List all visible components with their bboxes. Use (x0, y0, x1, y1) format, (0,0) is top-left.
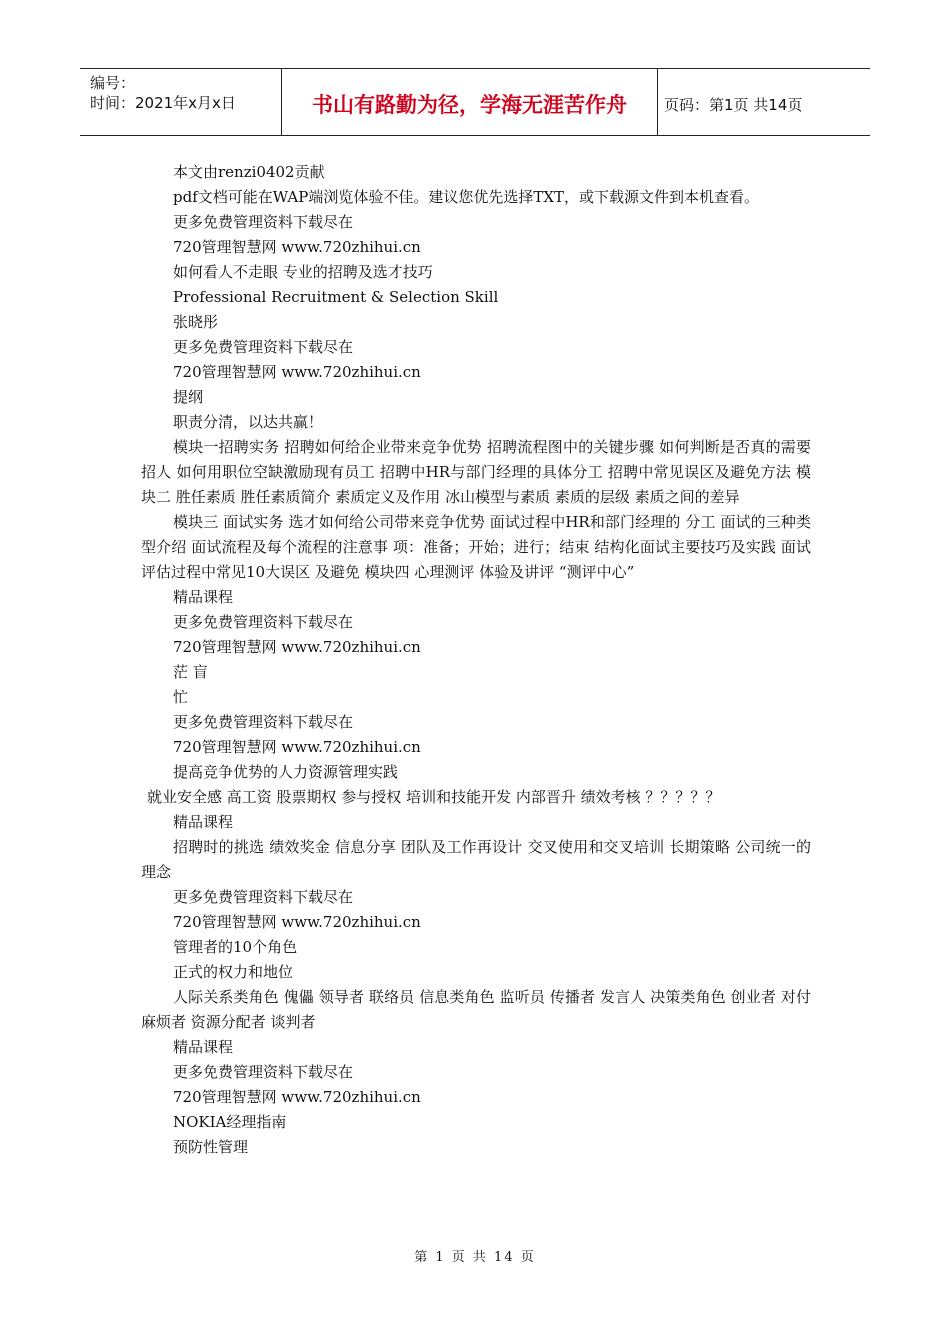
paragraph-link-text: 720管理智慧网 www.720zhihui.cn (173, 638, 421, 656)
paragraph-module-list: 模块一招聘实务 招聘如何给企业带来竞争优势 招聘流程图中的关键步骤 如何判断是否真的需要招人 如何用职位空缺激励现有员工 招聘中HR与部门经理的具体分工 招聘中常见误区及避免方法 模块二 胜任素质 胜任素质简介 素质定义及作用 冰山模型与素质 素质的层级 素质之间的差异 (141, 438, 811, 506)
header-page-info: 页码：第1页 共14页 (664, 95, 803, 114)
paragraph: 更多免费管理资料下载尽在 (173, 338, 354, 356)
paragraph: 正式的权力和地位 (173, 963, 294, 981)
paragraph: 精品课程 (173, 813, 234, 831)
paragraph: 茫 盲 (173, 663, 208, 681)
page-footer: 第 1 页 共 14 页 (414, 1250, 536, 1265)
paragraph-title: 如何看人不走眼 专业的招聘及选才技巧 (173, 263, 433, 281)
paragraph-heading: 管理者的10个角色 (173, 938, 298, 956)
document-body (141, 160, 811, 1160)
paragraph: 更多免费管理资料下载尽在 (173, 1063, 354, 1081)
paragraph: 更多免费管理资料下载尽在 (173, 713, 354, 731)
paragraph: 更多免费管理资料下载尽在 (173, 888, 354, 906)
document-number-label: 编号： (90, 74, 136, 92)
paragraph: 职责分清，以达共赢！ (173, 413, 324, 431)
paragraph-heading: 提高竞争优势的人力资源管理实践 (173, 763, 399, 781)
paragraph-heading: 提纲 (173, 388, 204, 406)
paragraph-heading: NOKIA经理指南 (173, 1113, 287, 1131)
paragraph-practice-list: 就业安全感 高工资 股票期权 参与授权 培训和技能开发 内部晋升 绩效考核 ？？？？？ (147, 788, 721, 806)
header-motto: 书山有路勤为径，学海无涯苦作舟 (282, 69, 658, 135)
paragraph-roles-list: 人际关系类角色 傀儡 领导者 联络员 信息类角色 监听员 传播者 发言人 决策类角色 创业者 对付麻烦者 资源分配者 谈判者 (141, 988, 811, 1031)
paragraph: 忙 (173, 688, 189, 706)
paragraph: 预防性管理 (173, 1138, 249, 1156)
header-meta-cell (80, 69, 282, 135)
paragraph: 更多免费管理资料下载尽在 (173, 213, 354, 231)
paragraph: 精品课程 (173, 1038, 234, 1056)
paragraph: 更多免费管理资料下载尽在 (173, 613, 354, 631)
paragraph-link-text: 720管理智慧网 www.720zhihui.cn (173, 738, 421, 756)
paragraph-link-text: 720管理智慧网 www.720zhihui.cn (173, 913, 421, 931)
paragraph-module-list: 模块三 面试实务 选才如何给公司带来竞争优势 面试过程中HR和部门经理的 分工 面试的三种类型介绍 面试流程及每个流程的注意事 项：准备；开始；进行；结束 结构化面试主要技巧及实践 面试评估过程中常见10大误区 及避免 模块四 心理测评 体验及讲评 “测评中心” (141, 513, 811, 581)
paragraph-link-text: 720管理智慧网 www.720zhihui.cn (173, 1088, 421, 1106)
paragraph: 精品课程 (173, 588, 234, 606)
paragraph: pdf文档可能在WAP端浏览体验不佳。建议您优先选择TXT，或下载源文件到本机查看。 (173, 188, 760, 206)
paragraph-author: 张晓彤 (173, 313, 219, 331)
paragraph: 本文由renzi0402贡献 (173, 163, 325, 181)
document-date: 时间：2021年x月x日 (90, 94, 236, 112)
paragraph-link-text: 720管理智慧网 www.720zhihui.cn (173, 363, 421, 381)
document-header (80, 68, 870, 136)
paragraph-subtitle: Professional Recruitment & Selection Skill (173, 288, 499, 306)
paragraph-practice-list: 招聘时的挑选 绩效奖金 信息分享 团队及工作再设计 交叉使用和交叉培训 长期策略 公司统一的理念 (141, 838, 811, 881)
paragraph-link-text: 720管理智慧网 www.720zhihui.cn (173, 238, 421, 256)
